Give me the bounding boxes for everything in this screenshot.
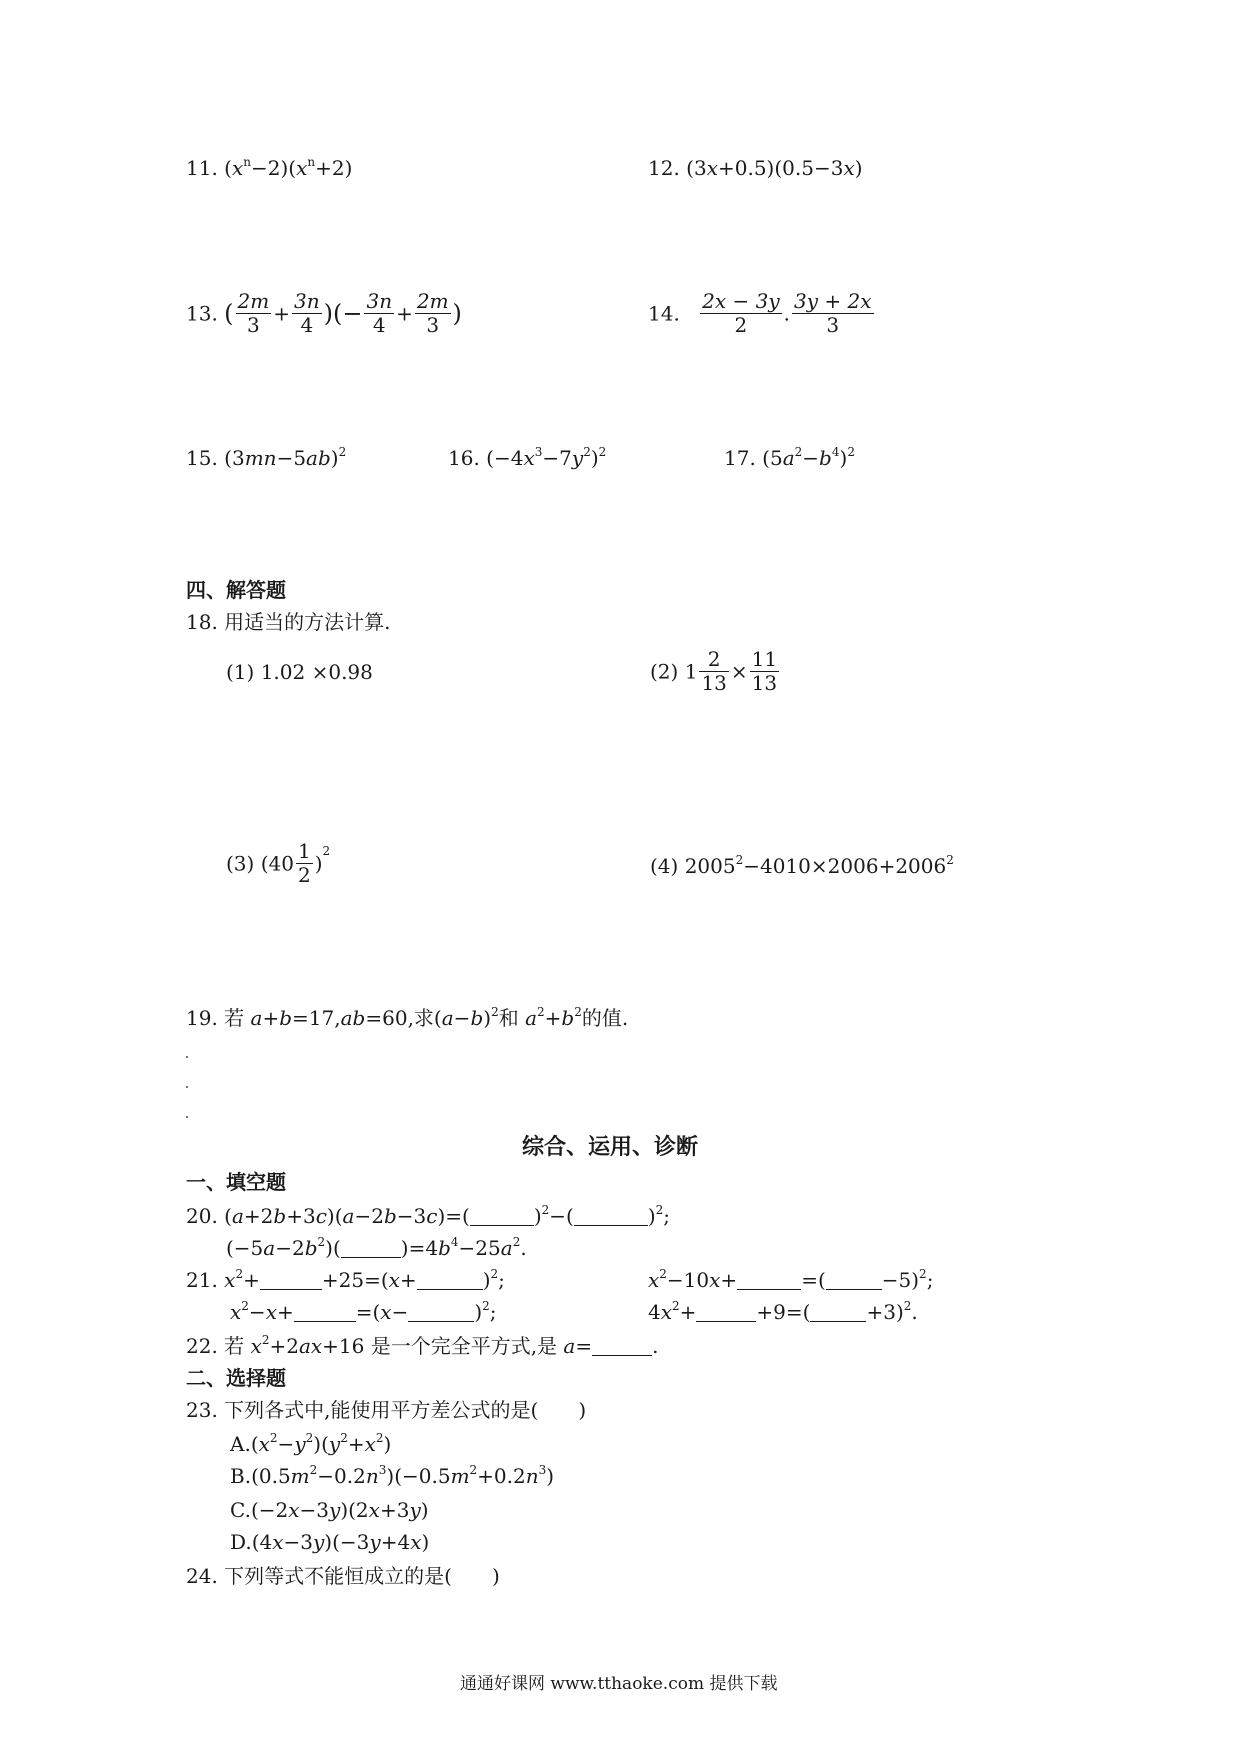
question-21: 21. $x^2+ +25=(x+ )^2$;	[186, 1267, 505, 1292]
problem-number: 11.	[186, 156, 218, 180]
fraction: $\frac{2x - 3y}{2}$	[702, 289, 780, 337]
problem-12: 12. (3x+0.5)(0.5−3x)	[648, 156, 863, 180]
option-b[interactable]: $B.(0.5m^2-0.2n^3)(-0.5m^2+0.2n^3)$	[230, 1463, 555, 1488]
answer-blank[interactable]	[737, 1271, 801, 1290]
question-21-item-2: $x^2-10x+$ =( −5)$^2$;	[648, 1267, 934, 1292]
scan-speck	[186, 1056, 188, 1058]
question-number: 20.	[186, 1204, 218, 1228]
fraction: $\frac{11}{13}$	[751, 647, 778, 695]
fraction: $\frac{2m}{3}$	[237, 289, 270, 337]
question-22: 22. 若 $x^2+2ax+16$ 是一个完全平方式,是 a= .	[186, 1333, 659, 1358]
fraction: $\frac{1}{2}$	[297, 839, 311, 887]
question-number: 19.	[186, 1006, 218, 1030]
scan-speck	[186, 1116, 188, 1118]
answer-blank[interactable]	[260, 1271, 322, 1290]
option-c[interactable]: C.(−2x−3y)(2x+3y)	[230, 1498, 429, 1522]
scan-speck	[186, 1086, 188, 1088]
question-18-part-3: (3) (40 $\frac{1}{2}$ )$^2$	[226, 839, 331, 887]
problem-number: 13.	[186, 301, 218, 326]
question-19: 19. 若 a+b=17,ab=60,求$(a-b)^2$和 $a^2+b^2$的值.	[186, 1005, 629, 1030]
answer-blank[interactable]	[826, 1271, 882, 1290]
fraction: $\frac{2}{13}$	[701, 647, 727, 695]
footer: 通通好课网 www.tthaoke.com 提供下载	[460, 1674, 778, 1694]
question-number: 24.	[186, 1564, 218, 1588]
problem-number: 15.	[186, 446, 218, 470]
question-20-line-2: $(-5a-2b^2)$( )$=4b^4-25a^2$.	[226, 1235, 527, 1260]
question-21-item-4: $4x^2+ +9=( +3)^2$.	[648, 1299, 918, 1324]
question-18-part-4: (4) $2005^2-4010\times 2006+2006^2$	[650, 853, 954, 878]
section-heading: 二、选择题	[186, 1366, 286, 1390]
question-number: 22.	[186, 1334, 218, 1358]
section-heading: 四、解答题	[186, 578, 286, 602]
question-number: 23.	[186, 1398, 218, 1422]
answer-blank[interactable]	[294, 1303, 356, 1322]
answer-blank[interactable]	[592, 1337, 652, 1356]
problem-17: 17. $(5a^2-b^4)^2$	[724, 445, 855, 470]
answer-blank[interactable]	[417, 1271, 483, 1290]
option-d[interactable]: D.(4x−3y)(−3y+4x)	[230, 1530, 430, 1554]
problem-number: 14.	[648, 301, 680, 326]
problem-11: 11. $(x^n-2)(x^n+2)$	[186, 155, 353, 180]
problem-number: 17.	[724, 446, 756, 470]
answer-blank[interactable]	[696, 1303, 756, 1322]
question-20: 20. (a+2b+3c)(a−2b−3c)=( )$^2$−( )$^2$;	[186, 1203, 671, 1228]
question-number: 21.	[186, 1268, 218, 1292]
fraction: $\frac{3n}{4}$	[294, 289, 320, 337]
problem-13: 13. ( $\frac{2m}{3}$ + $\frac{3n}{4}$ )(− $\frac{3n}{4}$ + $\frac{2m}{3}$ )	[186, 289, 462, 337]
fraction: $\frac{3y + 2x}{3}$	[794, 289, 872, 337]
part-title: 综合、运用、诊断	[522, 1134, 699, 1160]
problem-14: 14. $\frac{2x - 3y}{2}$ . $\frac{3y + 2x}{3}$	[648, 289, 872, 337]
problem-15: 15. $(3mn-5ab)^2$	[186, 445, 347, 470]
option-a[interactable]: $A.(x^2-y^2)(y^2+x^2)$	[230, 1431, 392, 1456]
fraction: $\frac{2m}{3}$	[416, 289, 449, 337]
question-18-part-1: (1) 1.02 ×0.98	[226, 660, 373, 684]
question-18-part-2: (2) 1 $\frac{2}{13}$ × $\frac{11}{13}$	[650, 647, 778, 695]
problem-16: 16. $(-4x^3-7y^2)^2$	[448, 445, 607, 470]
question-18: 18. 用适当的方法计算.	[186, 610, 391, 634]
question-24: 24. 下列等式不能恒成立的是( )	[186, 1564, 500, 1588]
problem-number: 16.	[448, 446, 480, 470]
answer-blank[interactable]	[341, 1239, 401, 1258]
problem-number: 12.	[648, 156, 680, 180]
question-21-item-3: $x^2-x+ =(x- )^2$;	[230, 1299, 497, 1324]
section-heading: 一、填空题	[186, 1170, 286, 1194]
answer-blank[interactable]	[408, 1303, 474, 1322]
answer-blank[interactable]	[470, 1207, 534, 1226]
question-number: 18.	[186, 610, 218, 634]
answer-blank[interactable]	[810, 1303, 866, 1322]
fraction: $\frac{3n}{4}$	[366, 289, 393, 337]
question-23: 23. 下列各式中,能使用平方差公式的是( )	[186, 1398, 587, 1422]
answer-blank[interactable]	[574, 1207, 648, 1226]
